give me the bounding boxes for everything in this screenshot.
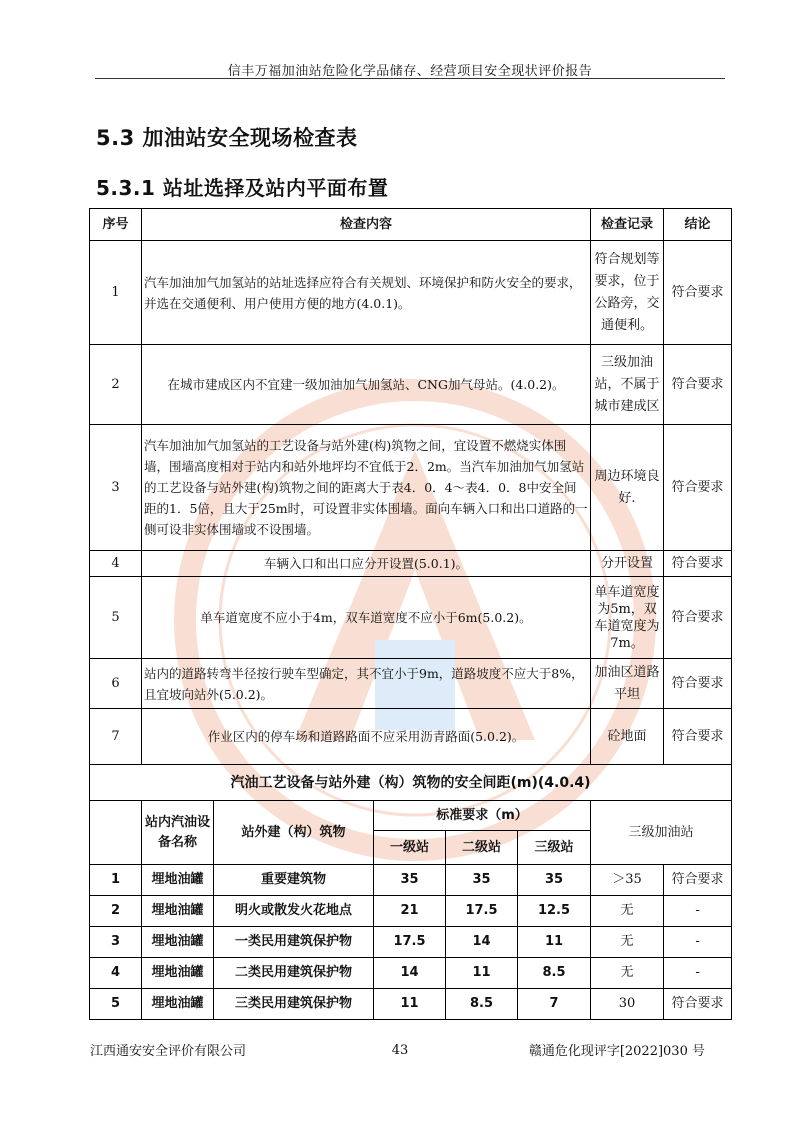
col-header-level2: 二级站 <box>446 831 518 865</box>
distance-table-title-row <box>90 765 732 801</box>
row-level1: 11 <box>374 989 446 1020</box>
row-conclusion: 符合要求 <box>664 989 732 1020</box>
row-level3: 35 <box>518 865 591 896</box>
table-row <box>90 927 732 958</box>
table-row <box>90 577 732 659</box>
col-header-building: 站外建（构）筑物 <box>214 801 374 865</box>
row-record: 分开设置 <box>591 551 664 577</box>
header-blank <box>90 801 142 865</box>
col-header-record: 检查记录 <box>591 209 664 241</box>
row-content: 汽车加油加气加氢站的站址选择应符合有关规划、环境保护和防火安全的要求，并选在交通便利、用户使用方便的地方(4.0.1)。 <box>142 241 591 345</box>
row-level3: 7 <box>518 989 591 1020</box>
distance-header-row <box>90 801 732 831</box>
row-level3: 11 <box>518 927 591 958</box>
row-no: 3 <box>90 927 142 958</box>
row-level3: 12.5 <box>518 896 591 927</box>
row-actual: ＞35 <box>591 865 664 896</box>
row-no: 6 <box>90 659 142 709</box>
distance-table-title: 汽油工艺设备与站外建（构）筑物的安全间距(m)(4.0.4) <box>90 765 732 801</box>
row-content: 车辆入口和出口应分开设置(5.0.1)。 <box>142 551 591 577</box>
footer-doc-number: 赣通危化现评字[2022]030 号 <box>528 1044 705 1059</box>
table-row <box>90 709 732 765</box>
row-level3: 8.5 <box>518 958 591 989</box>
row-no: 5 <box>90 989 142 1020</box>
row-record: 砼地面 <box>591 709 664 765</box>
table-header-row <box>90 209 732 241</box>
row-equipment: 埋地油罐 <box>142 958 214 989</box>
row-record: 加油区道路平坦 <box>591 659 664 709</box>
row-building: 二类民用建筑保护物 <box>214 958 374 989</box>
table-row <box>90 896 732 927</box>
row-actual: 30 <box>591 989 664 1020</box>
footer-company: 江西通安安全评价有限公司 <box>90 1044 247 1059</box>
row-level1: 14 <box>374 958 446 989</box>
row-content: 在城市建成区内不宜建一级加油加气加氢站、CNG加气母站。(4.0.2)。 <box>142 345 591 425</box>
row-conclusion: 符合要求 <box>664 577 732 659</box>
row-conclusion: 符合要求 <box>664 241 732 345</box>
row-actual: 无 <box>591 896 664 927</box>
row-equipment: 埋地油罐 <box>142 896 214 927</box>
row-level1: 21 <box>374 896 446 927</box>
row-no: 1 <box>90 865 142 896</box>
row-no: 3 <box>90 425 142 551</box>
table-row <box>90 551 732 577</box>
row-record: 周边环境良好. <box>591 425 664 551</box>
row-no: 4 <box>90 958 142 989</box>
table-row <box>90 989 732 1020</box>
col-header-level1: 一级站 <box>374 831 446 865</box>
row-conclusion: 符合要求 <box>664 709 732 765</box>
page-header: 信丰万福加油站危险化学品储存、经营项目安全现状评价报告 <box>227 64 593 79</box>
site-check-table <box>89 208 732 765</box>
row-content: 单车道宽度不应小于4m，双车道宽度不应小于6m(5.0.2)。 <box>142 577 591 659</box>
row-no: 2 <box>90 896 142 927</box>
row-conclusion: - <box>664 927 732 958</box>
row-conclusion: 符合要求 <box>664 659 732 709</box>
safety-distance-table <box>89 764 732 1020</box>
row-actual: 无 <box>591 927 664 958</box>
table-row <box>90 345 732 425</box>
row-no: 1 <box>90 241 142 345</box>
section-title: 5.3 加油站安全现场检查表 <box>96 126 358 150</box>
col-header-standard: 标准要求（m） <box>374 801 591 831</box>
row-level2: 17.5 <box>446 896 518 927</box>
table-row <box>90 659 732 709</box>
row-building: 重要建筑物 <box>214 865 374 896</box>
row-level1: 35 <box>374 865 446 896</box>
col-header-level3: 三级站 <box>518 831 591 865</box>
row-content: 作业区内的停车场和道路路面不应采用沥青路面(5.0.2)。 <box>142 709 591 765</box>
subsection-title: 5.3.1 站址选择及站内平面布置 <box>96 176 389 200</box>
table-row <box>90 865 732 896</box>
row-record: 单车道宽度为5m，双车道宽度为7m。 <box>591 577 664 659</box>
row-content: 汽车加油加气加氢站的工艺设备与站外建(构)筑物之间，宜设置不燃烧实体围墙，围墙高度相对于站内和站外地坪均不宜低于2．2m。当汽车加油加气加氢站的工艺设备与站外建(构)筑物之间的距离大于表4．0．4～表4．0．8中安全间距的1．5倍，且大于25m时，可设置非实体围墙。面向车辆入口和出口道路的一侧可设非实体围墙或不设围墙。 <box>142 425 591 551</box>
row-no: 5 <box>90 577 142 659</box>
row-equipment: 埋地油罐 <box>142 865 214 896</box>
row-no: 4 <box>90 551 142 577</box>
row-no: 2 <box>90 345 142 425</box>
table-row <box>90 425 732 551</box>
row-conclusion: - <box>664 896 732 927</box>
row-level1: 17.5 <box>374 927 446 958</box>
row-conclusion: 符合要求 <box>664 345 732 425</box>
table-row <box>90 958 732 989</box>
page-number: 43 <box>391 1043 409 1058</box>
row-equipment: 埋地油罐 <box>142 927 214 958</box>
row-conclusion: 符合要求 <box>664 865 732 896</box>
row-building: 明火或散发火花地点 <box>214 896 374 927</box>
row-actual: 无 <box>591 958 664 989</box>
row-level2: 35 <box>446 865 518 896</box>
row-no: 7 <box>90 709 142 765</box>
col-header-conclusion: 结论 <box>664 209 732 241</box>
col-header-station: 三级加油站 <box>591 801 732 865</box>
col-header-no: 序号 <box>90 209 142 241</box>
row-conclusion: 符合要求 <box>664 425 732 551</box>
col-header-content: 检查内容 <box>142 209 591 241</box>
table-row <box>90 241 732 345</box>
row-level2: 8.5 <box>446 989 518 1020</box>
row-equipment: 埋地油罐 <box>142 989 214 1020</box>
row-conclusion: 符合要求 <box>664 551 732 577</box>
row-conclusion: - <box>664 958 732 989</box>
row-content: 站内的道路转弯半径按行驶车型确定，其不宜小于9m，道路坡度不应大于8%，且宜坡向站外(5.0.2)。 <box>142 659 591 709</box>
row-record: 三级加油站，不属于城市建成区 <box>591 345 664 425</box>
row-level2: 14 <box>446 927 518 958</box>
row-building: 三类民用建筑保护物 <box>214 989 374 1020</box>
row-level2: 11 <box>446 958 518 989</box>
header-divider <box>95 78 725 79</box>
row-building: 一类民用建筑保护物 <box>214 927 374 958</box>
row-record: 符合规划等要求，位于公路旁，交通便利。 <box>591 241 664 345</box>
col-header-equipment: 站内汽油设备名称 <box>142 801 214 865</box>
